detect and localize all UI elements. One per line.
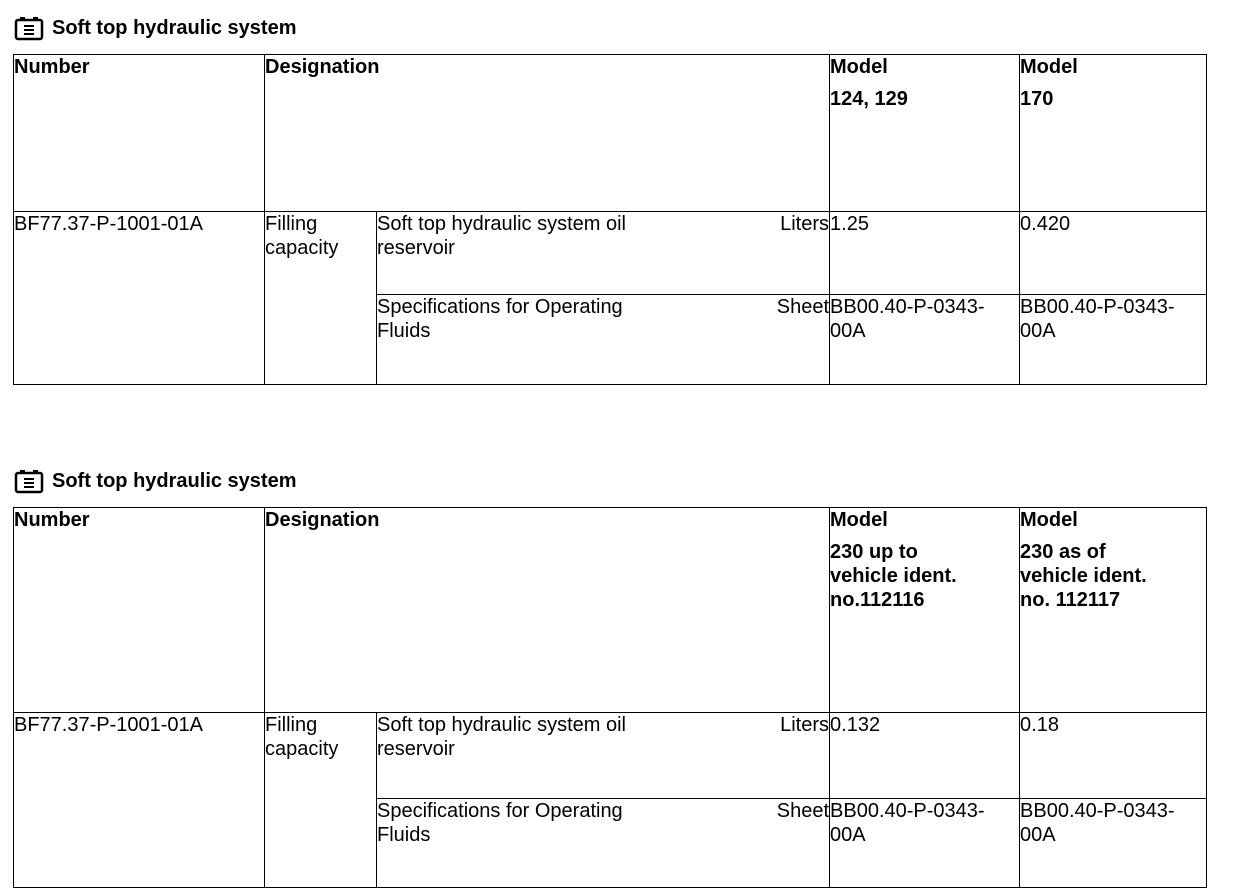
item-unit: Sheet bbox=[776, 800, 830, 822]
item-description-cell bbox=[377, 713, 830, 799]
spec-table-2 bbox=[13, 507, 1207, 888]
item-description: Soft top hydraulic system oil reservoir bbox=[377, 714, 626, 760]
value-model-b: BB00.40-P-0343-00A bbox=[1020, 295, 1207, 385]
header-model-a bbox=[830, 508, 1020, 713]
table-row bbox=[14, 212, 1207, 295]
item-description: Specifications for Operating Fluids bbox=[377, 800, 623, 846]
model-a-value: 230 up to vehicle ident. no.112116 bbox=[830, 541, 957, 611]
item-unit: Liters bbox=[780, 213, 830, 235]
table-header-row bbox=[14, 508, 1207, 713]
part-number: BF77.37-P-1001-01A bbox=[14, 212, 265, 385]
value-model-b: 0.420 bbox=[1020, 212, 1207, 295]
item-description-cell bbox=[377, 295, 830, 385]
header-number: Number bbox=[14, 508, 265, 713]
value-model-a: BB00.40-P-0343-00A bbox=[830, 295, 1020, 385]
header-model-b bbox=[1020, 55, 1207, 212]
section-title-1 bbox=[14, 13, 297, 43]
model-a-label: Model bbox=[830, 509, 888, 531]
item-description-cell bbox=[377, 212, 830, 295]
header-number: Number bbox=[14, 55, 265, 212]
value-model-a: BB00.40-P-0343-00A bbox=[830, 799, 1020, 888]
section-title-2 bbox=[14, 466, 297, 496]
model-b-value: 230 as of vehicle ident. no. 112117 bbox=[1020, 541, 1147, 611]
part-number: BF77.37-P-1001-01A bbox=[14, 713, 265, 888]
model-b-value: 170 bbox=[1020, 88, 1054, 110]
model-a-label: Model bbox=[830, 56, 888, 78]
spec-table-1 bbox=[13, 54, 1207, 385]
header-model-b bbox=[1020, 508, 1207, 713]
item-unit: Sheet bbox=[776, 296, 830, 318]
item-description: Specifications for Operating Fluids bbox=[377, 296, 623, 342]
model-b-label: Model bbox=[1020, 56, 1078, 78]
model-b-label: Model bbox=[1020, 509, 1078, 531]
header-designation: Designation bbox=[265, 508, 830, 713]
value-model-b: 0.18 bbox=[1020, 713, 1207, 799]
category-label: Filling capacity bbox=[265, 212, 377, 385]
section-title-text: Soft top hydraulic system bbox=[52, 469, 297, 492]
category-label: Filling capacity bbox=[265, 713, 377, 888]
table-row bbox=[14, 713, 1207, 799]
fluid-container-icon bbox=[14, 15, 44, 41]
fluid-container-icon bbox=[14, 468, 44, 494]
item-description-cell bbox=[377, 799, 830, 888]
value-model-a: 1.25 bbox=[830, 212, 1020, 295]
item-unit: Liters bbox=[780, 714, 830, 736]
header-designation: Designation bbox=[265, 55, 830, 212]
model-a-value: 124, 129 bbox=[830, 88, 908, 110]
item-description: Soft top hydraulic system oil reservoir bbox=[377, 213, 626, 259]
value-model-a: 0.132 bbox=[830, 713, 1020, 799]
table-header-row bbox=[14, 55, 1207, 212]
value-model-b: BB00.40-P-0343-00A bbox=[1020, 799, 1207, 888]
section-title-text: Soft top hydraulic system bbox=[52, 16, 297, 39]
header-model-a bbox=[830, 55, 1020, 212]
